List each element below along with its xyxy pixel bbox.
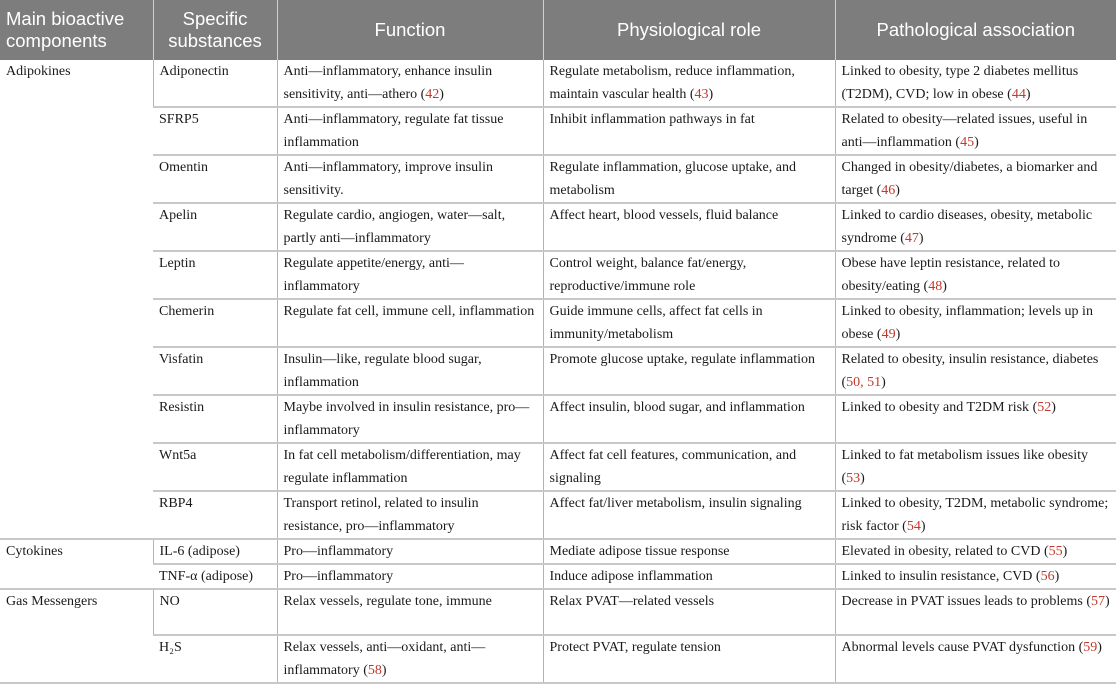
substance-cell [153, 155, 277, 203]
pathological-association-cell: Obese have leptin resistance, related to obesity/eating (48) [835, 251, 1116, 299]
physiological-role-cell-text: Affect fat/liver metabolism, insulin signaling [549, 496, 802, 511]
physiological-role-cell-text: Affect fat cell features, communication, and signaling [549, 448, 797, 486]
function-cell-text: Anti—inflammatory, enhance insulin sensitivity, anti—athero [283, 64, 493, 102]
substance-cell [153, 251, 277, 299]
substance-cell [153, 539, 277, 564]
function-cell-text: Regulate fat cell, immune cell, inflammation [283, 304, 535, 319]
pathological-association-cell: Linked to fat metabolism issues like obesity (53) [835, 443, 1116, 491]
function-cell [277, 443, 543, 491]
pathological-association-cell: Linked to insulin resistance, CVD (56) [835, 564, 1116, 589]
physiological-role-cell [543, 491, 835, 539]
physiological-role-cell [543, 347, 835, 395]
substance-cell [153, 491, 277, 539]
substance-cell-text: Visfatin [159, 352, 204, 367]
substance-cell [153, 299, 277, 347]
function-cell [277, 347, 543, 395]
physiological-role-cell [543, 539, 835, 564]
table-row [0, 251, 1116, 299]
substance-cell [153, 395, 277, 443]
physiological-role-cell [543, 155, 835, 203]
table-row [0, 443, 1116, 491]
table-row [0, 635, 1116, 683]
physiological-role-cell-text: Induce adipose inflammation [549, 569, 713, 584]
physiological-role-cell-text: Protect PVAT, regulate tension [549, 640, 721, 655]
physiological-role-cell-text: Relax PVAT—related vessels [549, 594, 715, 609]
physiological-role-cell-text: Mediate adipose tissue response [549, 544, 730, 559]
group-name-cell: Gas Messengers [0, 589, 153, 683]
pathological-association-cell: Decrease in PVAT issues leads to problems (57) [835, 589, 1116, 635]
substance-cell-text: H₂S [159, 640, 182, 655]
substance-cell [153, 443, 277, 491]
reference-link[interactable]: 54 [906, 519, 921, 534]
substance-cell-text: Apelin [159, 208, 198, 223]
function-cell [277, 491, 543, 539]
table-row [0, 203, 1116, 251]
physiological-role-cell [543, 203, 835, 251]
substance-cell-text: NO [159, 594, 180, 609]
reference-link[interactable]: 42 [425, 87, 440, 102]
pathological-association-cell-text: Linked to fat metabolism issues like obesity [841, 448, 1089, 463]
substance-cell-text: Adiponectin [159, 64, 229, 79]
pathological-association-cell-text: Linked to obesity, type 2 diabetes mellitus (T2DM), CVD; low in obese [841, 64, 1079, 102]
function-cell [277, 203, 543, 251]
reference-link[interactable]: 46 [881, 183, 896, 198]
function-cell-text: Anti—inflammatory, improve insulin sensitivity. [283, 160, 493, 198]
physiological-role-cell-text: Control weight, balance fat/energy, reproductive/immune role [549, 256, 747, 294]
table-row [0, 539, 1116, 564]
table-row [0, 564, 1116, 589]
physiological-role-cell [543, 299, 835, 347]
substance-cell [153, 635, 277, 683]
reference-link[interactable]: 55 [1048, 544, 1063, 559]
reference-link[interactable]: 57 [1091, 594, 1106, 609]
function-cell-text: Relax vessels, regulate tone, immune [283, 594, 492, 609]
table-row [0, 60, 1116, 107]
header-main-components: Main bioactive components [0, 0, 153, 60]
substance-cell-text: Omentin [159, 160, 208, 175]
function-cell-text: Maybe involved in insulin resistance, pro—inflammatory [283, 400, 530, 438]
physiological-role-cell-text: Affect heart, blood vessels, fluid balance [549, 208, 779, 223]
substance-cell [153, 564, 277, 589]
reference-link[interactable]: 56 [1040, 569, 1055, 584]
function-cell-text: Relax vessels, anti—oxidant, anti—inflammatory [283, 640, 486, 678]
function-cell-text: Anti—inflammatory, regulate fat tissue inflammation [283, 112, 504, 150]
table-row [0, 299, 1116, 347]
pathological-association-cell-text: Linked to cardio diseases, obesity, metabolic syndrome [841, 208, 1093, 246]
physiological-role-cell-text: Inhibit inflammation pathways in fat [549, 112, 755, 127]
pathological-association-cell: Elevated in obesity, related to CVD (55) [835, 539, 1116, 564]
physiological-role-cell [543, 107, 835, 155]
function-cell-text: Regulate cardio, angiogen, water—salt, partly anti—inflammatory [283, 208, 506, 246]
reference-link[interactable]: 53 [846, 471, 861, 486]
function-cell-text: Pro—inflammatory [283, 544, 394, 559]
pathological-association-cell-text: Linked to obesity, inflammation; levels up in obese [841, 304, 1093, 342]
header-physiological-role: Physiological role [543, 0, 835, 60]
physiological-role-cell-text: Promote glucose uptake, regulate inflammation [549, 352, 816, 367]
table-row [0, 347, 1116, 395]
physiological-role-cell: Regulate metabolism, reduce inflammation, maintain vascular health (43) [543, 60, 835, 107]
function-cell-text: Pro—inflammatory [283, 569, 394, 584]
table-row [0, 107, 1116, 155]
pathological-association-cell: Linked to obesity, T2DM, metabolic syndrome; risk factor (54) [835, 491, 1116, 539]
physiological-role-cell-text: Guide immune cells, affect fat cells in immunity/metabolism [549, 304, 763, 342]
header-pathological-association: Pathological association [835, 0, 1116, 60]
function-cell [277, 251, 543, 299]
pathological-association-cell: Changed in obesity/diabetes, a biomarker and target (46) [835, 155, 1116, 203]
header-function: Function [277, 0, 543, 60]
pathological-association-cell: Related to obesity, insulin resistance, diabetes (50, 51) [835, 347, 1116, 395]
function-cell-text: Transport retinol, related to insulin resistance, pro—inflammatory [283, 496, 479, 534]
pathological-association-cell: Linked to obesity and T2DM risk (52) [835, 395, 1116, 443]
table-row [0, 155, 1116, 203]
function-cell-text: In fat cell metabolism/differentiation, may regulate inflammation [283, 448, 521, 486]
pathological-association-cell: Abnormal levels cause PVAT dysfunction (59) [835, 635, 1116, 683]
substance-cell [153, 60, 277, 107]
table-row [0, 491, 1116, 539]
reference-link[interactable]: 44 [1011, 87, 1026, 102]
group-name-cell: Cytokines [0, 539, 153, 589]
pathological-association-cell-text: Linked to obesity and T2DM risk [841, 400, 1030, 415]
function-cell: Anti—inflammatory, enhance insulin sensitivity, anti—athero (42) [277, 60, 543, 107]
function-cell-text: Regulate appetite/energy, anti—inflammatory [283, 256, 464, 294]
substance-cell-text: TNF-α (adipose) [159, 569, 254, 584]
substance-cell-text: Chemerin [159, 304, 215, 319]
reference-link[interactable]: 47 [904, 231, 919, 246]
header-row [0, 0, 1116, 60]
pathological-association-cell: Linked to obesity, type 2 diabetes mellitus (T2DM), CVD; low in obese (44) [835, 60, 1116, 107]
substance-cell [153, 203, 277, 251]
substance-cell-text: Wnt5a [159, 448, 197, 463]
physiological-role-cell [543, 251, 835, 299]
function-cell: Relax vessels, anti—oxidant, anti—inflammatory (58) [277, 635, 543, 683]
substance-cell [153, 589, 277, 635]
substance-cell [153, 107, 277, 155]
table-body [0, 60, 1116, 683]
reference-link[interactable]: 52 [1037, 400, 1052, 415]
pathological-association-cell-text: Related to obesity, insulin resistance, diabetes [841, 352, 1099, 367]
function-cell [277, 155, 543, 203]
reference-link[interactable]: 58 [367, 663, 382, 678]
pathological-association-cell: Related to obesity—related issues, useful in anti—inflammation (45) [835, 107, 1116, 155]
pathological-association-cell: Linked to obesity, inflammation; levels up in obese (49) [835, 299, 1116, 347]
reference-link[interactable]: 48 [928, 279, 943, 294]
physiological-role-cell [543, 443, 835, 491]
pathological-association-cell-text: Changed in obesity/diabetes, a biomarker and target [841, 160, 1098, 198]
physiological-role-cell-text: Regulate inflammation, glucose uptake, and metabolism [549, 160, 796, 198]
function-cell [277, 589, 543, 635]
function-cell [277, 107, 543, 155]
function-cell [277, 395, 543, 443]
pathological-association-cell-text: Linked to insulin resistance, CVD [841, 569, 1033, 584]
physiological-role-cell [543, 589, 835, 635]
substance-cell-text: SFRP5 [159, 112, 199, 127]
function-cell-text: Insulin—like, regulate blood sugar, inflammation [283, 352, 482, 390]
pathological-association-cell: Linked to cardio diseases, obesity, metabolic syndrome (47) [835, 203, 1116, 251]
substance-cell [153, 347, 277, 395]
pathological-association-cell-text: Elevated in obesity, related to CVD [841, 544, 1041, 559]
reference-link[interactable]: 50, 51 [846, 375, 882, 390]
header-specific-substances: Specific substances [153, 0, 277, 60]
physiological-role-cell-text: Affect insulin, blood sugar, and inflammation [549, 400, 805, 415]
physiological-role-cell [543, 564, 835, 589]
function-cell [277, 564, 543, 589]
reference-link[interactable]: 59 [1083, 640, 1098, 655]
pathological-association-cell-text: Linked to obesity, T2DM, metabolic syndrome; risk factor [841, 496, 1109, 534]
substance-cell-text: RBP4 [159, 496, 193, 511]
substance-cell-text: Resistin [159, 400, 205, 415]
pathological-association-cell-text: Obese have leptin resistance, related to obesity/eating [841, 256, 1060, 294]
substance-cell-text: Leptin [159, 256, 196, 271]
substance-cell-text: IL-6 (adipose) [159, 544, 240, 559]
reference-link[interactable]: 45 [960, 135, 975, 150]
reference-link[interactable]: 49 [881, 327, 896, 342]
physiological-role-cell [543, 635, 835, 683]
physiological-role-cell [543, 395, 835, 443]
group-name-cell: Adipokines [0, 60, 153, 539]
function-cell [277, 299, 543, 347]
physiological-role-cell-text: Regulate metabolism, reduce inflammation, maintain vascular health [549, 64, 795, 102]
table-row [0, 589, 1116, 635]
function-cell [277, 539, 543, 564]
pathological-association-cell-text: Abnormal levels cause PVAT dysfunction [841, 640, 1076, 655]
table-row [0, 395, 1116, 443]
reference-link[interactable]: 43 [694, 87, 709, 102]
pathological-association-cell-text: Related to obesity—related issues, useful in anti—inflammation [841, 112, 1088, 150]
pathological-association-cell-text: Decrease in PVAT issues leads to problems [841, 594, 1083, 609]
